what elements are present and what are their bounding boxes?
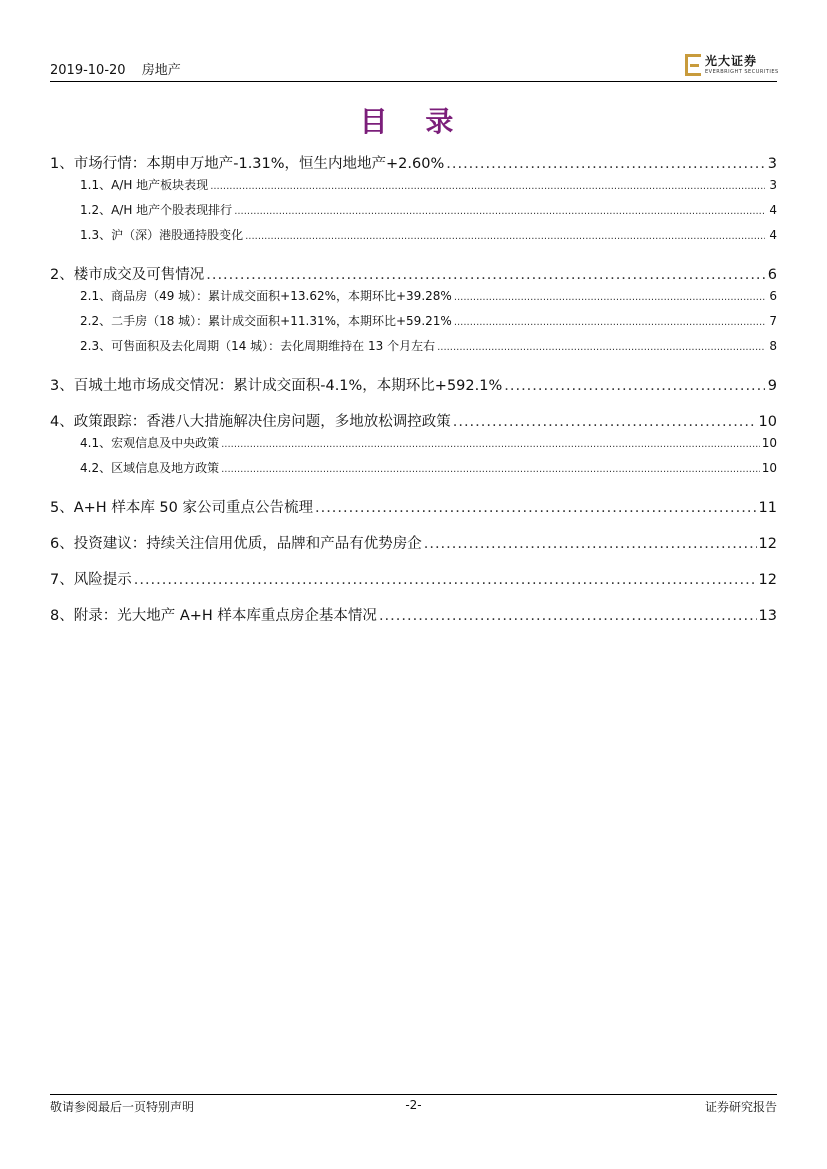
toc-entry[interactable] [50,263,777,287]
toc-entry-page: 4 [769,203,777,217]
toc-entry[interactable] [50,410,777,434]
toc-entry-number: 5、 [50,500,74,516]
toc-entry-title: 投资建议：持续关注信用优质，品牌和产品有优势房企 [73,536,422,552]
toc-leader-dots [315,500,757,516]
toc-entry[interactable] [50,568,777,592]
header-divider [50,81,777,82]
toc-entry-page: 10 [761,461,777,475]
toc-entry-page: 13 [758,608,777,624]
toc-leader-dots [454,289,765,303]
toc-leader-dots [437,339,765,353]
toc-entry[interactable] [50,152,777,176]
toc-entry-title: 商品房（49 城）：累计成交面积+13.62%，本期环比+39.28% [111,289,452,303]
toc-entry[interactable] [50,176,777,201]
toc-entry-number: 1.1、 [80,178,112,192]
toc-entry-title: 附录：光大地产 A+H 样本库重点房企基本情况 [73,608,377,624]
toc-entry-number: 2、 [50,267,74,283]
toc-entry[interactable] [50,374,777,398]
toc-entry-number: 4、 [50,414,74,430]
toc-entry-number: 2.3、 [80,339,112,353]
toc-leader-dots [134,572,757,588]
toc-entry[interactable] [50,459,777,484]
toc-entry-page: 10 [758,414,777,430]
report-date: 2019-10-20 [50,63,126,78]
toc-entry-number: 1.2、 [80,203,112,217]
toc-entry-number: 7、 [50,572,74,588]
toc-entry-number: 1.3、 [80,228,112,242]
toc-entry-title: 市场行情：本期申万地产-1.31%，恒生内地地产+2.60% [73,156,445,172]
toc-entry-title: 风险提示 [73,572,132,588]
toc-leader-dots [245,228,765,242]
toc-leader-dots [504,378,765,394]
toc-leader-dots [453,414,757,430]
toc-entry-page: 6 [767,267,777,283]
toc-leader-dots [446,156,765,172]
toc-entry-title: A+H 样本库 50 家公司重点公告梳理 [73,500,313,516]
toc-entry-page: 7 [769,314,777,328]
toc-leader-dots [424,536,757,552]
toc-leader-dots [234,203,765,217]
toc-entry-title: 政策跟踪：香港八大措施解决住房问题，多地放松调控政策 [73,414,451,430]
footer-disclaimer: 敬请参阅最后一页特别声明 [50,1100,195,1114]
toc-entry[interactable] [50,532,777,556]
toc-entry[interactable] [50,604,777,628]
report-sector: 房地产 [141,63,181,78]
page-number: -2- [405,1098,422,1112]
toc-entry-page: 4 [769,228,777,242]
toc-entry-number: 8、 [50,608,74,624]
toc-entry-title: A/H 地产板块表现 [111,178,209,192]
toc-leader-dots [210,178,765,192]
toc-entry-number: 2.2、 [80,314,112,328]
toc-leader-dots [221,461,760,475]
toc-entry[interactable] [50,201,777,226]
toc-entry-title: 百城土地市场成交情况：累计成交面积-4.1%，本期环比+592.1% [73,378,503,394]
toc-leader-dots [206,267,765,283]
toc-leader-dots [454,314,765,328]
toc-entry-page: 9 [767,378,777,394]
toc-entry-title: 区域信息及地方政策 [111,461,220,475]
toc-leader-dots [379,608,757,624]
toc-leader-dots [221,436,760,450]
toc-entry-page: 12 [758,572,777,588]
toc-entry-number: 4.2、 [80,461,112,475]
toc-entry-page: 3 [769,178,777,192]
everbright-logo [685,52,777,80]
toc-entry-number: 1、 [50,156,74,172]
toc-entry[interactable] [50,434,777,459]
footer-divider [50,1094,777,1095]
toc-entry[interactable] [50,226,777,251]
toc-entry-number: 4.1、 [80,436,112,450]
logo-name: 光大证券 [705,54,758,68]
toc-entry-page: 10 [761,436,777,450]
toc-entry-title: 可售面积及去化周期（14 城）：去化周期维持在 13 个月左右 [111,339,436,353]
toc-entry-page: 8 [769,339,777,353]
logo-mark-icon [685,54,701,76]
toc-entry-page: 6 [769,289,777,303]
toc-entry[interactable] [50,312,777,337]
toc-entry-number: 3、 [50,378,74,394]
logo-english: EVERBRIGHT SECURITIES [705,69,779,75]
toc-entry-number: 2.1、 [80,289,112,303]
toc-entry-title: 沪（深）港股通持股变化 [111,228,244,242]
toc-entry-title: 二手房（18 城）：累计成交面积+11.31%，本期环比+59.21% [111,314,452,328]
footer-report-type: 证券研究报告 [704,1100,777,1114]
toc-entry[interactable] [50,287,777,312]
toc-entry-title: 宏观信息及中央政策 [111,436,220,450]
toc-entry[interactable] [50,337,777,362]
toc-entry-number: 6、 [50,536,74,552]
toc-entry-title: A/H 地产个股表现排行 [111,203,233,217]
page-header [50,52,777,82]
table-of-contents [50,148,777,628]
toc-entry[interactable] [50,496,777,520]
toc-entry-page: 11 [758,500,777,516]
toc-entry-page: 3 [767,156,777,172]
toc-entry-page: 12 [758,536,777,552]
header-info [50,59,193,78]
toc-entry-title: 楼市成交及可售情况 [73,267,205,283]
toc-title: 目 录 [359,105,468,138]
